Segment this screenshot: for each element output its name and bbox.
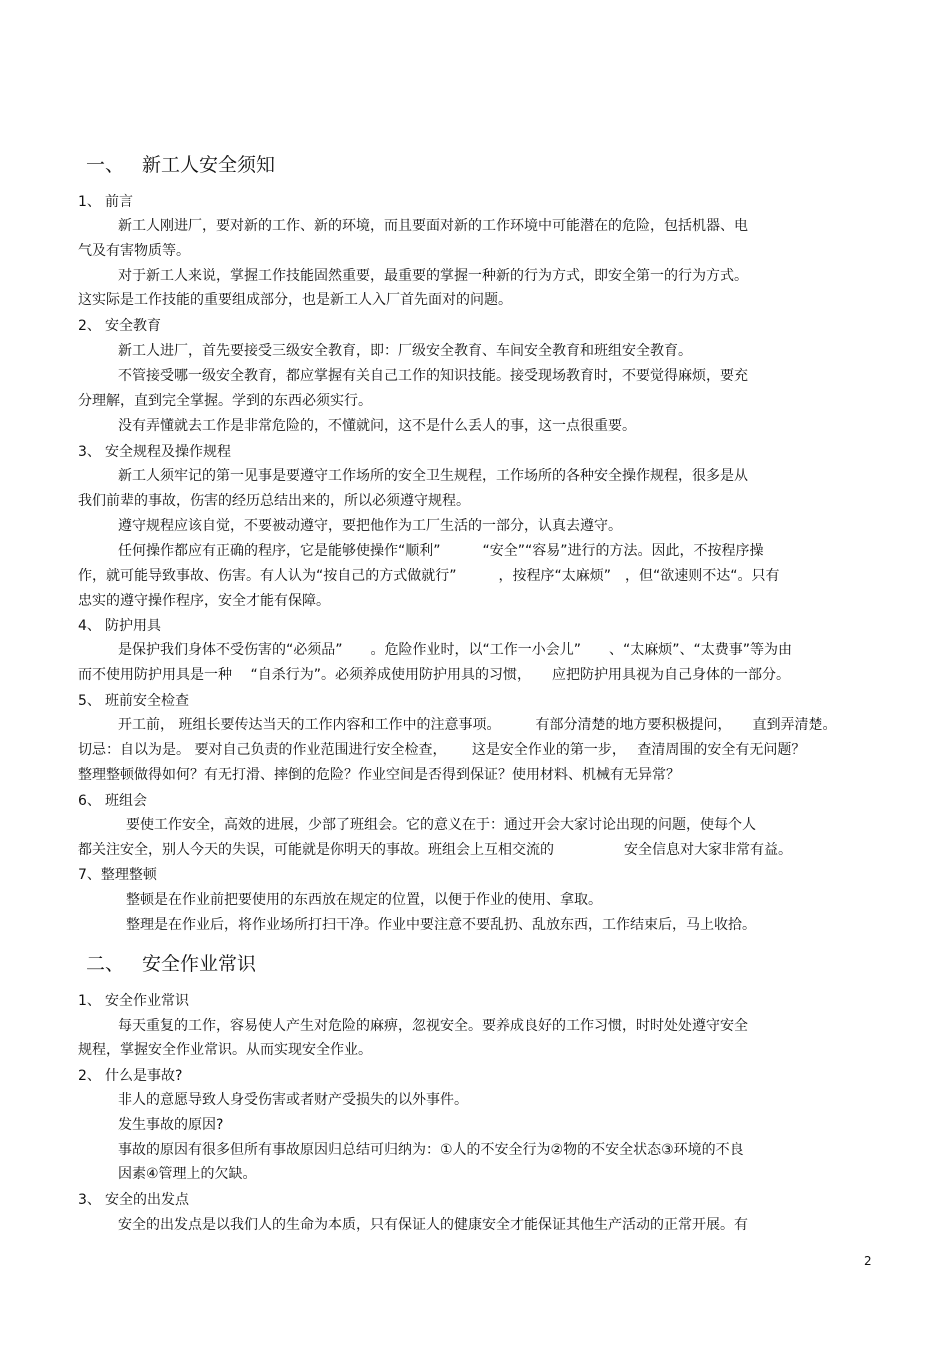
paragraph-line: 新工人刚进厂，要对新的工作、新的环境，而且要面对新的工作环境中可能潜在的危险，包括机器、电 (118, 218, 748, 234)
paragraph-line: 整顿是在作业前把要使用的东西放在规定的位置，以便于作业的使用、拿取。 (126, 892, 602, 908)
paragraph-line: 不管接受哪一级安全教育，都应掌握有关自己工作的知识技能。接受现场教育时，不要觉得麻烦，要充 (118, 368, 748, 384)
paragraph-line: 切忌：自以为是。 要对自己负责的作业范围进行安全检查， 这是安全作业的第一步， 查清周围的安全有无问题？ (78, 742, 806, 758)
subsection-title: 班组会 (105, 793, 147, 809)
subsection-title: 安全规程及操作规程 (105, 444, 231, 460)
subsection-heading (78, 442, 231, 462)
paragraph-line: 作，就可能导致事故、伤害。有人认为“按自己的方式做就行” ，按程序“太麻烦” ，但“欲速则不达“。只有 (78, 568, 780, 584)
paragraph-line: 因素④管理上的欠缺。 (118, 1166, 257, 1182)
section-number: 二、 (86, 953, 125, 975)
paragraph-line: 而不使用防护用具是一种 “自杀行为”。必须养成使用防护用具的习惯， 应把防护用具视为自己身体的一部分。 (78, 667, 790, 683)
paragraph-line: 非人的意愿导致人身受伤害或者财产受损失的以外事件。 (118, 1092, 468, 1108)
page-number: 2 (864, 1254, 872, 1268)
paragraph-line: 我们前辈的事故，伤害的经历总结出来的，所以必须遵守规程。 (78, 493, 470, 509)
paragraph-line: 新工人进厂，首先要接受三级安全教育，即：厂级安全教育、车间安全教育和班组安全教育。 (118, 343, 692, 359)
subsection-title: 安全教育 (105, 318, 161, 334)
paragraph-line: 每天重复的工作，容易使人产生对危险的麻痹，忽视安全。要养成良好的工作习惯，时时处处遵守安全 (118, 1018, 748, 1034)
paragraph-line: 整理是在作业后，将作业场所打扫干净。作业中要注意不要乱扔、乱放东西，工作结束后，马上收拾。 (126, 917, 756, 933)
subsection-heading (78, 791, 147, 811)
paragraph-line: 事故的原因有很多但所有事故原因归总结可归纳为：①人的不安全行为②物的不安全状态③环境的不良 (118, 1142, 744, 1158)
subsection-number: 1、 (78, 993, 101, 1009)
paragraph-line: 是保护我们身体不受伤害的“必须品” 。危险作业时，以“工作一小会儿” 、“太麻烦”、“太费事”等为由 (118, 642, 793, 658)
paragraph-line: 分理解，直到完全掌握。学到的东西必须实行。 (78, 393, 372, 409)
subsection-number: 1、 (78, 194, 101, 210)
subsection-number: 4、 (78, 618, 101, 634)
subsection-number: 2、 (78, 1068, 101, 1084)
subsection-title: 安全作业常识 (105, 993, 189, 1009)
subsection-heading (78, 316, 161, 336)
paragraph-line: 忠实的遵守操作程序，安全才能有保障。 (78, 593, 330, 609)
subsection-heading (78, 1066, 182, 1086)
paragraph-line: 开工前， 班组长要传达当天的工作内容和工作中的注意事项。 有部分清楚的地方要积极提问， 直到弄清楚。 (118, 717, 837, 733)
subsection-number: 3、 (78, 444, 101, 460)
subsection-heading (78, 865, 157, 885)
subsection-heading (78, 991, 189, 1011)
paragraph-line: 遵守规程应该自觉，不要被动遵守，要把他作为工厂生活的一部分，认真去遵守。 (118, 518, 622, 534)
paragraph-line: 新工人须牢记的第一见事是要遵守工作场所的安全卫生规程，工作场所的各种安全操作规程，很多是从 (118, 468, 748, 484)
subsection-number: 2、 (78, 318, 101, 334)
paragraph-line: 没有弄懂就去工作是非常危险的，不懂就问，这不是什么丢人的事，这一点很重要。 (118, 418, 636, 434)
subsection-heading (78, 1190, 189, 1210)
paragraph-line: 任何操作都应有正确的程序，它是能够使操作“顺利” “安全”“容易”进行的方法。因此，不按程序操 (118, 543, 764, 559)
paragraph-line: 规程，掌握安全作业常识。从而实现安全作业。 (78, 1042, 372, 1058)
paragraph-line: 气及有害物质等。 (78, 243, 190, 259)
paragraph-line: 都关注安全，别人今天的失误，可能就是你明天的事故。班组会上互相交流的 安全信息对大家非常有益。 (78, 842, 792, 858)
paragraph-line: 安全的出发点是以我们人的生命为本质，只有保证人的健康安全才能保证其他生产活动的正常开展。有 (118, 1217, 748, 1233)
section-number: 一、 (86, 154, 125, 176)
section-heading-1 (86, 152, 275, 178)
section-heading-2 (86, 951, 256, 977)
subsection-number: 6、 (78, 793, 101, 809)
paragraph-line: 要使工作安全，高效的进展，少部了班组会。它的意义在于：通过开会大家讨论出现的问题，使每个人 (126, 817, 756, 833)
paragraph-line: 整理整顿做得如何？有无打滑、摔倒的危险？作业空间是否得到保证？使用材料、机械有无异常？ (78, 767, 680, 783)
section-title: 新工人安全须知 (142, 154, 276, 176)
subsection-title: 整理整顿 (100, 867, 157, 883)
subsection-heading (78, 192, 133, 212)
subsection-title: 什么是事故? (105, 1068, 183, 1084)
subsection-title: 前言 (105, 194, 133, 210)
subsection-heading (78, 691, 189, 711)
subsection-title: 安全的出发点 (105, 1192, 189, 1208)
subsection-number: 5、 (78, 693, 101, 709)
paragraph-line: 发生事故的原因? (118, 1117, 224, 1133)
section-title: 安全作业常识 (142, 953, 257, 975)
subsection-heading (78, 616, 161, 636)
subsection-title: 防护用具 (105, 618, 161, 634)
paragraph-line: 对于新工人来说，掌握工作技能固然重要，最重要的掌握一种新的行为方式，即安全第一的行为方式。 (118, 268, 748, 284)
paragraph-line: 这实际是工作技能的重要组成部分，也是新工人入厂首先面对的问题。 (78, 292, 512, 308)
subsection-number: 3、 (78, 1192, 101, 1208)
subsection-title: 班前安全检查 (105, 693, 189, 709)
subsection-number: 7、 (78, 867, 101, 883)
